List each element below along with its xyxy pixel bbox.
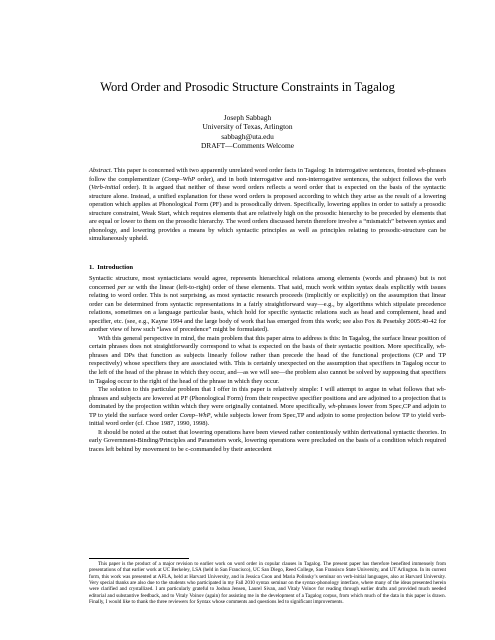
section-title: Introduction [97,264,134,271]
abstract-emph: wh [417,167,425,174]
section-number: 1. [89,264,94,271]
abstract-text: order). It is argued that neither of these word orders reflects a word order that is expected on the basis of the syntactic structure alone. Instead, a unified explanation for these word orders is proposed according to which they arise as the result of a lowering operation which applies at Phonological Form (PF) and is prosodically driven. Specifically, lowering applies in order to satisfy a prosodic structure constraint, Weak Start, which requires elements that are relatively high on the prosodic hierarchy to be preceded by elements that are equal or lower to them on the prosodic hierarchy. The word orders discussed herein therefore involve a “mismatch” between syntax and phonology, and lowering provides a means by which syntactic principles as well as principles relating to prosodic-structure can be simultaneously upheld. [89,184,446,243]
abstract-emph: Verb-initial [91,184,121,192]
abstract-text: This paper is concerned with two apparently unrelated word order facts in Tagalog: In interrogative sentences, fronted [112,167,418,174]
author-name: Joseph Sabbagh [223,113,272,122]
footnote-rule [89,558,189,559]
draft-status: DRAFT—Comments Welcome [200,141,295,151]
text-run: -phrases and DPs that function as subjects linearly follow rather than precede the head of the functional projections (CP and TP respectively) whose specifiers they are associated with. This is certainly unexpected on the assumption that specifiers in Tagalog occur to the left of the head of the phrase in which they occur, and—as we will see—the problem also cannot be solved by supposing that specifiers in Tagalog occur to the right of the head of the phrase in which they occur. [89,343,446,385]
text-emph: wh [328,403,336,411]
paragraph [89,386,446,429]
paragraph [89,429,446,455]
footnote-text: This paper is the product of a major revision to earlier work on word order in copular clauses in Tagalog. The present paper has therefore benefited immensely from presentations of that earlier work at UC Berkeley, LSA (held in San Francisco), UC San Diego, Reed College, San Fransisco State University, and UT Arlington. In its current form, this work was presented at AFLA, held at Harvard University, and in Jessica Coon and Maria Polinsky’s seminar on verb-initial languages, also at Harvard University. Very special thanks are also due to the students who participated in my Fall 2010 syntax seminar on the syntax-phonology interface, where many of the ideas presented herein were clarified and crystallized. I am particularly grateful to Joshua Jensen, Laurel Sivan, and Vitaly Voinov for reading through earlier drafts and provided much needed editorial and substantive feedback, and to Vitaly Voinov (again) for assisting me in the development of a Tagalog corpus, from which much of the data in this paper is drawn. Finally, I would like to thank the three reviewers for Syntax whose comments and questions led to significant improvements. [89,561,446,606]
paragraph [89,275,446,335]
body-text [89,275,446,454]
author-block [40,113,455,151]
abstract-text: order), and in both interrogative and non-interrogative sentences, the subject follows the verb ( [89,175,447,192]
author-email: sabbagh@uta.edu [221,131,274,141]
text-run: Syntactic structure, most syntacticians would agree, represents hierarchical relations among elements (words and phrases) but is not concerned [89,275,446,291]
text-emph: Comp–WhP [179,411,211,419]
section-heading [89,264,133,273]
author-affiliation: University of Texas, Arlington [202,122,293,132]
abstract-emph: Comp–WhP [164,175,195,183]
text-run: It should be noted at the outset that lowering operations have been viewed rather contentiously within derivational syntactic theories. In early Government-Binding/Principles and Parameters work, lowering operations were precluded on the basis of a condition which required traces left behind by movement to be c-commanded by their antecedent [89,428,446,453]
paragraph [89,335,446,386]
text-run: with the linear (left-to-right) order of these elements. That said, much work within syntax deals explicitly with issues relating to word order. This is not surprising, as most syntactic research proceeds (implicitly or explicitly) on the assumption that linear order can be determined from syntactic representations in a fairly straightforward way—e.g., by algorithms which stipulate precedence relations, sometimes on a language particular basis, which hold for specific syntactic relations such as head and complement, head and specifier, etc. (see, e.g., Kayne 1994 and the large body of work that has emerged from this work; see also Fox & Pesetsky 2005:40-42 for another view of how such “laws of precedence” might be formulated). [89,283,446,334]
text-emph: wh [436,343,444,351]
abstract-label: Abstract. [89,167,113,174]
abstract-text: -phrases follow the complementizer ( [89,167,446,183]
text-run: , while subjects lower from Spec,TP and adjoin to some projection below TP to yield verb-initial word order (cf. Choe 1987, 1990, 1998). [89,411,447,428]
footnote [89,561,446,605]
paper-title: Word Order and Prosodic Structure Constraints in Tagalog [100,80,395,94]
abstract [89,167,446,244]
text-run: The solution to this particular problem that I offer in this paper is relatively simple: I will attempt to argue in what follows that [98,386,437,394]
text-emph: wh [436,386,444,394]
text-emph: per se [117,283,134,291]
text-run: -phrases and subjects are lowered at PF (Phonological Form) from their respective specifier positions and are adjoined to a projection that is dominated by the projection within which they were originally contained. More specifically, [89,386,446,411]
text-run: With this general perspective in mind, the main problem that this paper aims to address is this: In Tagalog, the surface linear position of certain phrases does not straightforwardly correspond to what is expected on the basis of their syntactic position. More specifically, [89,334,446,351]
text-run: -phrases lower from Spec,CP and adjoin to TP to yield the surface word order [89,403,447,419]
